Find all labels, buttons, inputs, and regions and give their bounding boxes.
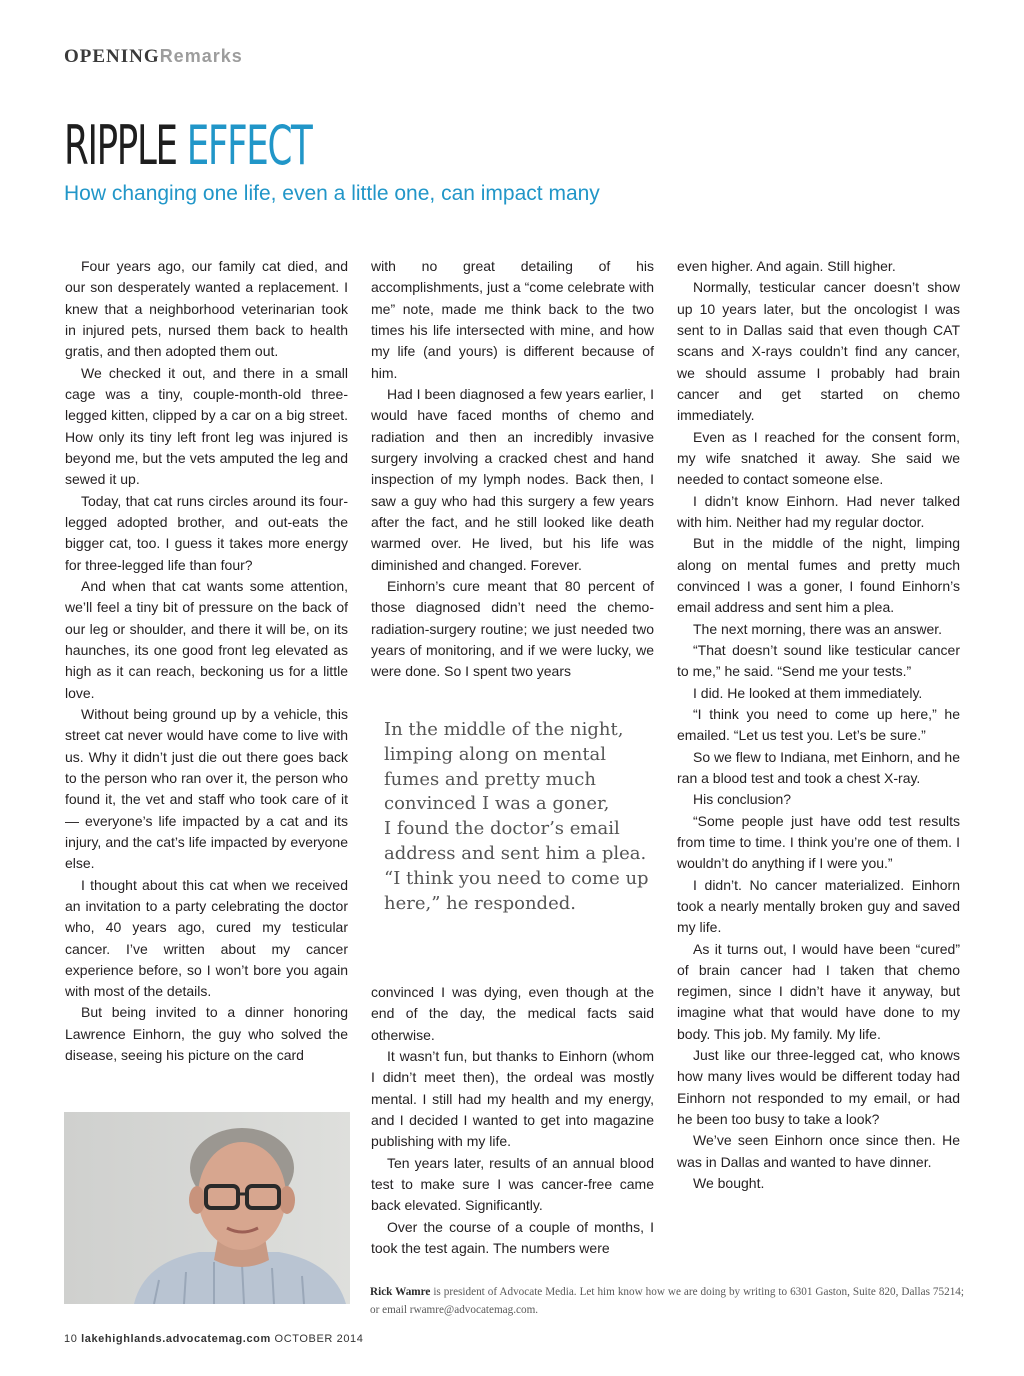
headline xyxy=(64,116,312,176)
paragraph: As it turns out, I would have been “cured” of brain cancer had I taken that chemo regimen, since I didn’t have it anyway, but imagine what that would have done to my body. This job. My family. My life. xyxy=(677,940,960,1042)
author-bio xyxy=(370,1283,964,1319)
paragraph: It wasn’t fun, but thanks to Einhorn (whom I didn’t meet then), the ordeal was mostly mental. I still had my health and my energy, and I decided I wanted to get into magazine publishing with my life. xyxy=(371,1047,654,1150)
article-column-2-top xyxy=(371,256,654,683)
paragraph: even higher. And again. Still higher. xyxy=(677,258,896,274)
article-column-3 xyxy=(677,256,960,1194)
author-name: Rick Wamre xyxy=(370,1286,431,1298)
paragraph: So we flew to Indiana, met Einhorn, and he ran a blood test and took a chest X-ray. xyxy=(677,748,960,786)
paragraph: with no great detailing of his accomplishments, just a “come celebrate with me” note, made me think back to the two times his life intersected with mine, and how my life (and yours) is different because of him. xyxy=(371,258,654,381)
paragraph: His conclusion? xyxy=(693,791,792,808)
paragraph: We bought. xyxy=(693,1175,765,1192)
paragraph: Einhorn’s cure meant that 80 percent of those diagnosed didn’t need the chemo-radiation-surgery routine; we just needed two years of monitoring, and if we were lucky, we were done. So I spent two years xyxy=(371,577,654,680)
paragraph: Had I been diagnosed a few years earlier, I would have faced months of chemo and radiation and then an incredibly invasive surgery involving a cracked chest and hand inspection of my lymph nodes. Back then, I saw a guy who had this surgery a few years after the fact, and he still looked like death warmed over. He lived, but his life was diminished and changed. Forever. xyxy=(371,385,654,573)
pull-quote: In the middle of the night, limping along on mental fumes and pretty much convinced I was a goner, I found the doctor’s email address and sent him a plea. “I think you need to come up here,” he responded. xyxy=(384,719,649,914)
paragraph: Four years ago, our family cat died, and our son desperately wanted a replacement. I knew that a neighborhood veterinarian took in injured pets, nursed them back to health gratis, and then adopted them out. xyxy=(65,258,348,360)
paragraph: But being invited to a dinner honoring Lawrence Einhorn, the guy who solved the disease, seeing his picture on the card xyxy=(65,1004,348,1064)
paragraph: Normally, testicular cancer doesn’t show up 10 years later, but the oncologist I was sent to in Dallas said that even though CAT scans and X-rays couldn’t find any cancer, we should assume I probably had brain cancer and get started on chemo immediately. xyxy=(677,279,960,424)
headline-word-1: RIPPLE xyxy=(64,114,177,177)
paragraph: Today, that cat runs circles around its four-legged adopted brother, and out-eats the bigger cat, too. I guess it takes more energy for three-legged life than four? xyxy=(65,492,348,573)
paragraph: “That doesn’t sound like testicular cancer to me,” he said. “Send me your tests.” xyxy=(677,641,960,680)
paragraph: We checked it out, and there in a small cage was a tiny, couple-month-old three-legged kitten, clipped by a car on a big street. How only its tiny left front leg was injured is beyond me, but the vets amputed the leg and sewed it up. xyxy=(65,364,348,488)
paragraph: I didn’t know Einhorn. Had never talked with him. Neither had my regular doctor. xyxy=(677,492,960,530)
footer-website: lakehighlands.advocatemag.com xyxy=(81,1333,271,1345)
paragraph: Just like our three-legged cat, who knows how many lives would be different today had Einhorn not responded to my email, or had he been too busy to take a look? xyxy=(677,1047,960,1128)
author-photo xyxy=(64,1112,350,1304)
deck-subtitle: How changing one life, even a little one, can impact many xyxy=(64,182,600,205)
paragraph: But in the middle of the night, limping along on mental fumes and pretty much convinced I was a goner, I found Einhorn’s email address and sent him a plea. xyxy=(677,535,960,616)
paragraph: I didn’t. No cancer materialized. Einhorn took a nearly mentally broken guy and saved my life. xyxy=(677,876,960,936)
paragraph: Even as I reached for the consent form, my wife snatched it away. She said we needed to contact someone else. xyxy=(677,428,960,488)
page-footer xyxy=(64,1333,363,1345)
author-bio-text: is president of Advocate Media. Let him know how we are doing by writing to 6301 Gaston, Suite 820, Dallas 75214; or email rwamre@advocatemag.com. xyxy=(370,1286,965,1316)
paragraph: convinced I was dying, even though at the end of the day, the medical facts said otherwise. xyxy=(371,984,654,1043)
paragraph: Without being ground up by a vehicle, this street cat never would have come to live with us. Why it didn’t just die out there goes back to the person who ran over it, the person who found it, the vet and staff who took care of it — everyone’s life impacted by a cat and its injury, and the cat’s life impacted by everyone else. xyxy=(65,705,348,872)
paragraph: The next morning, there was an answer. xyxy=(693,620,943,637)
paragraph: “Some people just have odd test results from time to time. I think you’re one of them. I wouldn’t do anything if I were you.” xyxy=(677,812,960,872)
paragraph: And when that cat wants some attention, we’ll feel a tiny bit of pressure on the back of our leg or shoulder, and there it will be, on its haunches, its one good front leg elevated as high as it can reach, beckoning us for a little love. xyxy=(65,577,348,701)
article-column-1 xyxy=(65,256,348,1066)
paragraph: Ten years later, results of an annual blood test to make sure I was cancer-free came back elevated. Significantly. xyxy=(371,1154,654,1214)
footer-issue-date: OCTOBER 2014 xyxy=(274,1333,364,1345)
author-portrait-illustration xyxy=(64,1112,350,1304)
article-column-2-bottom xyxy=(371,982,654,1259)
paragraph: Over the course of a couple of months, I took the test again. The numbers were xyxy=(371,1218,654,1256)
section-label-main: OPENING xyxy=(64,46,160,67)
paragraph: “I think you need to come up here,” he emailed. “Let us test you. Let’s be sure.” xyxy=(677,705,960,744)
section-label xyxy=(64,46,243,68)
headline-word-2: EFFECT xyxy=(186,114,312,177)
section-label-accent: Remarks xyxy=(159,46,243,66)
page-number: 10 xyxy=(64,1333,78,1345)
paragraph: We’ve seen Einhorn once since then. He was in Dallas and wanted to have dinner. xyxy=(677,1132,960,1170)
paragraph: I thought about this cat when we received an invitation to a party celebrating the doctor who, 40 years ago, cured my testicular cancer. I’ve written about my cancer experience before, so I won’t bore you again with most of the details. xyxy=(65,876,348,1000)
paragraph: I did. He looked at them immediately. xyxy=(693,684,923,701)
